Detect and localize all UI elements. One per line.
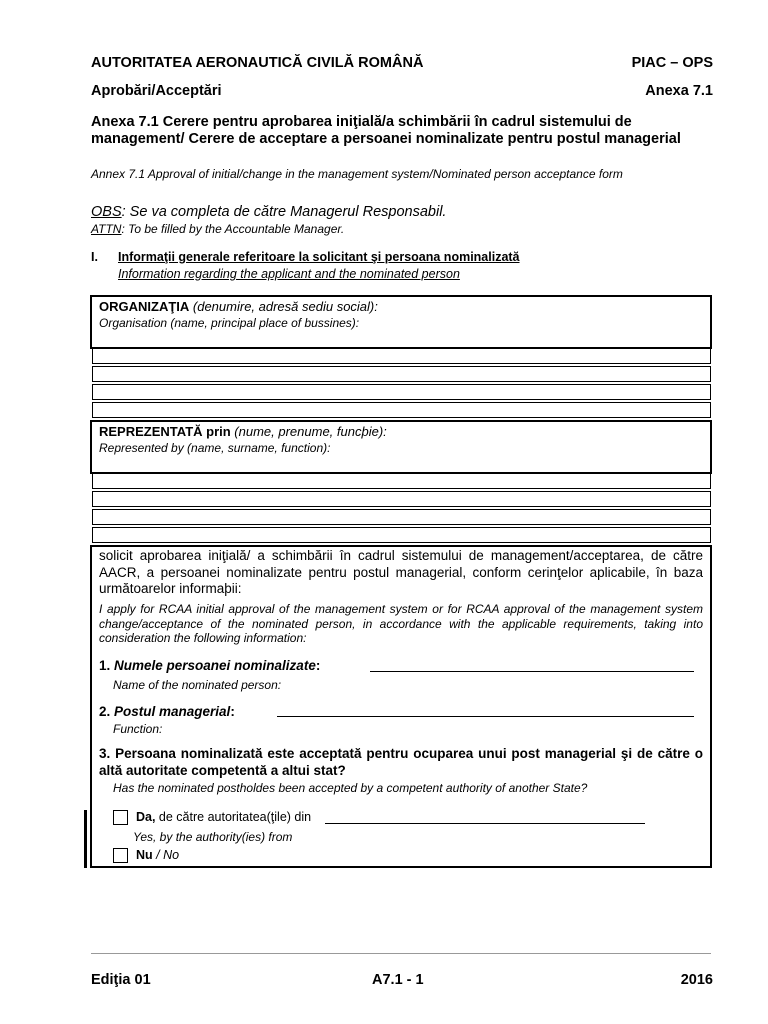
authority-name: AUTORITATEA AERONAUTICĂ CIVILĂ ROMÂNĂ [91, 55, 424, 71]
no-option-bold: Nu [136, 848, 153, 862]
q1-label-en: Name of the nominated person: [113, 678, 282, 692]
attn-text: : To be filled by the Accountable Manager. [121, 222, 345, 236]
obs-label: OBS [91, 204, 122, 220]
yes-option-label [136, 810, 311, 824]
represented-label-en: Represented by (name, surname, function): [99, 441, 331, 455]
request-box-left-bar [84, 810, 87, 868]
footer-year: 2016 [680, 972, 713, 988]
yes-option-bold: Da, [136, 810, 156, 824]
form-title-en: Annex 7.1 Approval of initial/change in the management system/Nominated person acceptance form [91, 167, 623, 181]
q2-number: 2. [99, 704, 115, 719]
organization-row-3[interactable] [92, 384, 711, 400]
q2-label-en: Function: [113, 722, 163, 736]
request-text-en: I apply for RCAA initial approval of the management system or for RCAA approval of the management system change/acceptance of the nominated person, in accordance with the applicable requirements, taking into consideration the following information: [99, 602, 703, 645]
organization-label-bold: ORGANIZAŢIA [99, 299, 190, 314]
request-text: solicit aprobarea iniţială/ a schimbării în cadrul sistemului de management/acceptarea, de către AACR, a persoanei nominalizate pentru postul managerial, conform cerinţelor aplicabile, în baza următoarelor informaþii: [99, 548, 703, 596]
footer-divider [91, 953, 711, 954]
no-option-text: / No [152, 848, 180, 862]
section-number: I. [91, 250, 98, 264]
obs-text: : Se va completa de către Managerul Responsabil. [121, 204, 447, 220]
yes-option-text: de către autoritatea(ţile) din [155, 810, 312, 824]
represented-label-bold: REPREZENTATĂ prin [99, 424, 231, 439]
attn-label: ATTN [91, 222, 122, 236]
q3-question: 3. Persoana nominalizată este acceptată pentru ocuparea unui post managerial şi de către o altă autoritate competentă a altui stat? [99, 746, 703, 778]
q3-question-en: Has the nominated postholdes been accepted by a competent authority of another State? [113, 781, 588, 795]
section-heading: Informaţii generale referitoare la solicitant şi persoana nominalizată [118, 250, 520, 264]
organization-label [99, 299, 378, 314]
q2-label [99, 704, 235, 719]
obs-note [91, 204, 446, 220]
attn-note [91, 222, 344, 236]
q2-colon: : [230, 704, 235, 719]
organization-row-2[interactable] [92, 366, 711, 382]
represented-label-italic: (nume, prenume, funcþie): [230, 424, 387, 439]
yes-checkbox[interactable] [113, 810, 128, 825]
footer-edition: Ediţia 01 [91, 972, 151, 988]
document-code: PIAC – OPS [631, 55, 713, 71]
no-option-label [136, 848, 179, 862]
no-checkbox[interactable] [113, 848, 128, 863]
annex-label: Anexa 7.1 [645, 83, 713, 99]
organization-label-en: Organisation (name, principal place of bussines): [99, 316, 360, 330]
q2-label-text: Postul managerial [114, 704, 231, 719]
organization-row-1[interactable] [92, 348, 711, 364]
represented-row-2[interactable] [92, 491, 711, 507]
yes-option-en: Yes, by the authority(ies) from [133, 830, 293, 844]
represented-row-1[interactable] [92, 473, 711, 489]
form-title: Anexa 7.1 Cerere pentru aprobarea iniţială/a schimbării în cadrul sistemului de management/ Cerere de acceptare a persoanei nominalizate pentru postul managerial [91, 114, 681, 147]
represented-label [99, 424, 387, 439]
organization-label-italic: (denumire, adresă sediu social): [189, 299, 378, 314]
managerial-function-field[interactable] [277, 716, 694, 717]
represented-row-4[interactable] [92, 527, 711, 543]
q1-label-text: Numele persoanei nominalizate [114, 658, 316, 673]
nominated-person-name-field[interactable] [370, 671, 694, 672]
q1-number: 1. [99, 658, 115, 673]
q1-label [99, 658, 320, 673]
organization-row-4[interactable] [92, 402, 711, 418]
q1-colon: : [315, 658, 321, 673]
footer-page-number: A7.1 - 1 [372, 972, 424, 988]
authority-country-field[interactable] [325, 823, 645, 824]
section-name: Aprobări/Acceptări [91, 83, 222, 99]
represented-row-3[interactable] [92, 509, 711, 525]
section-heading-en: Information regarding the applicant and the nominated person [118, 267, 460, 281]
